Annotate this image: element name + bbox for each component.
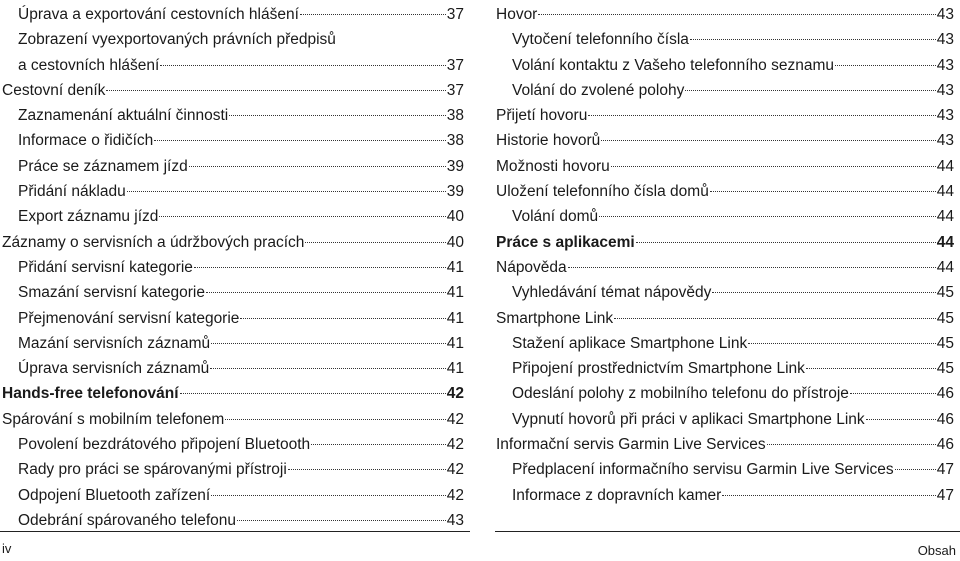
toc-entry-label: Odpojení Bluetooth zařízení	[18, 486, 211, 504]
toc-entry-label: Vytočení telefonního čísla	[512, 31, 689, 49]
toc-page-number: 44	[936, 183, 954, 201]
toc-entry-label: Volání kontaktu z Vašeho telefonního seznamu	[512, 56, 834, 74]
toc-page-number: 43	[936, 56, 954, 74]
toc-page-number: 47	[936, 486, 954, 504]
toc-entry[interactable]	[2, 103, 464, 128]
toc-entry-label: Smartphone Link	[496, 309, 614, 327]
toc-page-number: 45	[936, 334, 954, 352]
toc-entry[interactable]	[2, 179, 464, 204]
toc-entry[interactable]	[2, 407, 464, 432]
dot-leader	[850, 393, 936, 394]
dot-leader	[288, 469, 446, 470]
toc-entry-label: Povolení bezdrátového připojení Bluetooth	[18, 436, 311, 454]
toc-entry[interactable]	[2, 432, 464, 457]
toc-entry[interactable]	[2, 457, 464, 482]
toc-entry[interactable]	[496, 432, 954, 457]
toc-entry-label: Export záznamu jízd	[18, 208, 159, 226]
toc-page-number: 45	[936, 284, 954, 302]
dot-leader	[240, 318, 445, 319]
toc-page-number: 41	[446, 334, 464, 352]
toc-entry[interactable]	[496, 78, 954, 103]
toc-page-number: 44	[936, 258, 954, 276]
toc-page-number: 42	[446, 436, 464, 454]
toc-page-number: 43	[936, 132, 954, 150]
toc-entry[interactable]	[2, 2, 464, 27]
toc-page-number: 45	[936, 309, 954, 327]
toc-page-number: 40	[446, 208, 464, 226]
toc-entry[interactable]	[2, 483, 464, 508]
toc-entry-label: Nápověda	[496, 258, 567, 276]
toc-page-number: 42	[446, 486, 464, 504]
toc-entry[interactable]	[496, 280, 954, 305]
dot-leader	[712, 292, 935, 293]
dot-leader	[806, 368, 936, 369]
toc-entry[interactable]	[2, 331, 464, 356]
dot-leader	[206, 292, 446, 293]
toc-entry[interactable]	[496, 179, 954, 204]
toc-entry-label: Přidání servisní kategorie	[18, 258, 193, 276]
toc-page-number: 46	[936, 410, 954, 428]
dot-leader	[194, 267, 446, 268]
dot-leader	[159, 216, 445, 217]
toc-entry-label: Hands-free telefonování	[2, 385, 179, 403]
dot-leader	[866, 419, 936, 420]
toc-entry[interactable]	[2, 255, 464, 280]
dot-leader	[538, 14, 935, 15]
toc-section-heading[interactable]	[2, 381, 464, 406]
toc-page-number: 44	[936, 208, 954, 226]
toc-entry[interactable]	[496, 255, 954, 280]
toc-page-number: 41	[446, 360, 464, 378]
toc-entry[interactable]	[2, 27, 464, 78]
dot-leader	[599, 216, 936, 217]
dot-leader	[835, 65, 936, 66]
toc-entry[interactable]	[2, 508, 464, 533]
toc-entry[interactable]	[496, 331, 954, 356]
dot-leader	[767, 444, 936, 445]
dot-leader	[305, 242, 445, 243]
toc-entry[interactable]	[2, 128, 464, 153]
toc-page-number: 43	[936, 107, 954, 125]
toc-entry-label: Přijetí hovoru	[496, 107, 588, 125]
toc-entry[interactable]	[496, 407, 954, 432]
toc-entry-label: Přejmenování servisní kategorie	[18, 309, 240, 327]
toc-page-number: 39	[446, 157, 464, 175]
dot-leader	[106, 90, 445, 91]
dot-leader	[225, 419, 445, 420]
footer-rule-left	[0, 531, 470, 532]
toc-left-column	[2, 2, 464, 533]
dot-leader	[311, 444, 446, 445]
toc-entry[interactable]	[496, 2, 954, 27]
toc-entry-label: Smazání servisní kategorie	[18, 284, 205, 302]
toc-entry-label: Informační servis Garmin Live Services	[496, 436, 766, 454]
toc-entry[interactable]	[496, 103, 954, 128]
toc-page-number: 37	[446, 56, 464, 74]
dot-leader	[127, 191, 446, 192]
toc-entry[interactable]	[496, 356, 954, 381]
dot-leader	[210, 368, 446, 369]
toc-entry-label: Připojení prostřednictvím Smartphone Link	[512, 360, 805, 378]
dot-leader	[722, 495, 935, 496]
toc-entry-label: Hovor	[496, 6, 538, 23]
toc-page-number: 44	[936, 233, 954, 251]
toc-page-number: 37	[446, 6, 464, 23]
toc-page-number: 45	[936, 360, 954, 378]
toc-entry[interactable]	[2, 306, 464, 331]
toc-entry-label: Volání domů	[512, 208, 599, 226]
toc-entry-label: Odebrání spárovaného telefonu	[18, 511, 237, 529]
dot-leader	[588, 115, 935, 116]
toc-page-number: 42	[446, 461, 464, 479]
toc-page-number: 41	[446, 258, 464, 276]
toc-page-number: 38	[446, 132, 464, 150]
footer-rule-right	[495, 531, 960, 532]
toc-entry-label: Práce s aplikacemi	[496, 233, 635, 251]
toc-entry[interactable]	[2, 78, 464, 103]
toc-entry-label: Cestovní deník	[2, 81, 106, 99]
dot-leader	[601, 140, 936, 141]
toc-entry-label: Předplacení informačního servisu Garmin Live Services	[512, 461, 894, 479]
toc-page-number: 41	[446, 284, 464, 302]
toc-page-number: 43	[446, 511, 464, 529]
toc-section-heading[interactable]	[496, 230, 954, 255]
toc-entry-label: Úprava servisních záznamů	[18, 360, 210, 378]
toc-entry[interactable]	[2, 154, 464, 179]
toc-entry-label: Mazání servisních záznamů	[18, 334, 211, 352]
dot-leader	[895, 469, 936, 470]
toc-entry[interactable]	[2, 280, 464, 305]
toc-entry-label: Volání do zvolené polohy	[512, 81, 685, 99]
toc-entry-label: Přidání nákladu	[18, 183, 126, 201]
footer-page-number: iv	[2, 541, 12, 556]
dot-leader	[614, 318, 936, 319]
toc-page-number: 46	[936, 385, 954, 403]
toc-page-number: 46	[936, 436, 954, 454]
dot-leader	[748, 343, 936, 344]
toc-page-number: 47	[936, 461, 954, 479]
dot-leader	[211, 343, 446, 344]
toc-entry-label: Vypnutí hovorů při práci v aplikaci Smartphone Link	[512, 410, 865, 428]
dot-leader	[154, 140, 446, 141]
toc-entry-label: Zaznamenání aktuální činnosti	[18, 107, 229, 125]
toc-entry[interactable]	[496, 53, 954, 78]
toc-entry-label: Odeslání polohy z mobilního telefonu do přístroje	[512, 385, 849, 403]
toc-entry-label: Práce se záznamem jízd	[18, 157, 188, 175]
toc-entry-label: Záznamy o servisních a údržbových pracích	[2, 233, 305, 251]
toc-page-number: 43	[936, 31, 954, 49]
toc-entry[interactable]	[496, 483, 954, 508]
toc-entry-label: Informace o řidičích	[18, 132, 154, 150]
toc-entry-label: Uložení telefonního čísla domů	[496, 183, 709, 201]
dot-leader	[189, 166, 446, 167]
toc-page-number: 42	[446, 410, 464, 428]
dot-leader	[710, 191, 936, 192]
toc-entry[interactable]	[496, 204, 954, 229]
toc-page-number: 44	[936, 157, 954, 175]
toc-entry[interactable]	[496, 381, 954, 406]
toc-entry[interactable]	[496, 128, 954, 153]
dot-leader	[685, 90, 935, 91]
toc-page-number: 37	[446, 81, 464, 99]
dot-leader	[568, 267, 936, 268]
toc-entry[interactable]	[2, 356, 464, 381]
toc-page-number: 41	[446, 309, 464, 327]
toc-page-number: 39	[446, 183, 464, 201]
toc-page-number: 43	[936, 6, 954, 23]
dot-leader	[611, 166, 936, 167]
dot-leader	[300, 14, 446, 15]
toc-entry-label: Zobrazení vyexportovaných právních předpisů	[18, 31, 336, 49]
dot-leader	[237, 520, 446, 521]
dot-leader	[211, 495, 446, 496]
dot-leader	[229, 115, 446, 116]
toc-entry-label: Historie hovorů	[496, 132, 601, 150]
toc-page-number: 42	[446, 385, 464, 403]
toc-page-number: 40	[446, 233, 464, 251]
toc-entry-label: Stažení aplikace Smartphone Link	[512, 334, 748, 352]
toc-entry-label: Spárování s mobilním telefonem	[2, 410, 225, 428]
toc-entry-label: Úprava a exportování cestovních hlášení	[18, 6, 299, 23]
toc-entry-label: Vyhledávání témat nápovědy	[512, 284, 712, 302]
toc-entry-label: Rady pro práci se spárovanými přístroji	[18, 461, 287, 479]
toc-page-number: 43	[936, 81, 954, 99]
toc-entry[interactable]	[496, 457, 954, 482]
dot-leader	[180, 393, 446, 394]
toc-entry[interactable]	[496, 154, 954, 179]
toc-entry-label: Informace z dopravních kamer	[512, 486, 722, 504]
dot-leader	[160, 65, 445, 66]
toc-page-number: 38	[446, 107, 464, 125]
toc-entry[interactable]	[496, 306, 954, 331]
toc-entry-label-continued: a cestovních hlášení	[18, 56, 160, 74]
toc-entry[interactable]	[496, 27, 954, 52]
toc-entry[interactable]	[2, 204, 464, 229]
toc-entry[interactable]	[2, 230, 464, 255]
dot-leader	[690, 39, 936, 40]
toc-entry-label: Možnosti hovoru	[496, 157, 610, 175]
dot-leader	[636, 242, 936, 243]
footer-section-name: Obsah	[917, 543, 956, 558]
toc-right-column	[496, 2, 954, 508]
